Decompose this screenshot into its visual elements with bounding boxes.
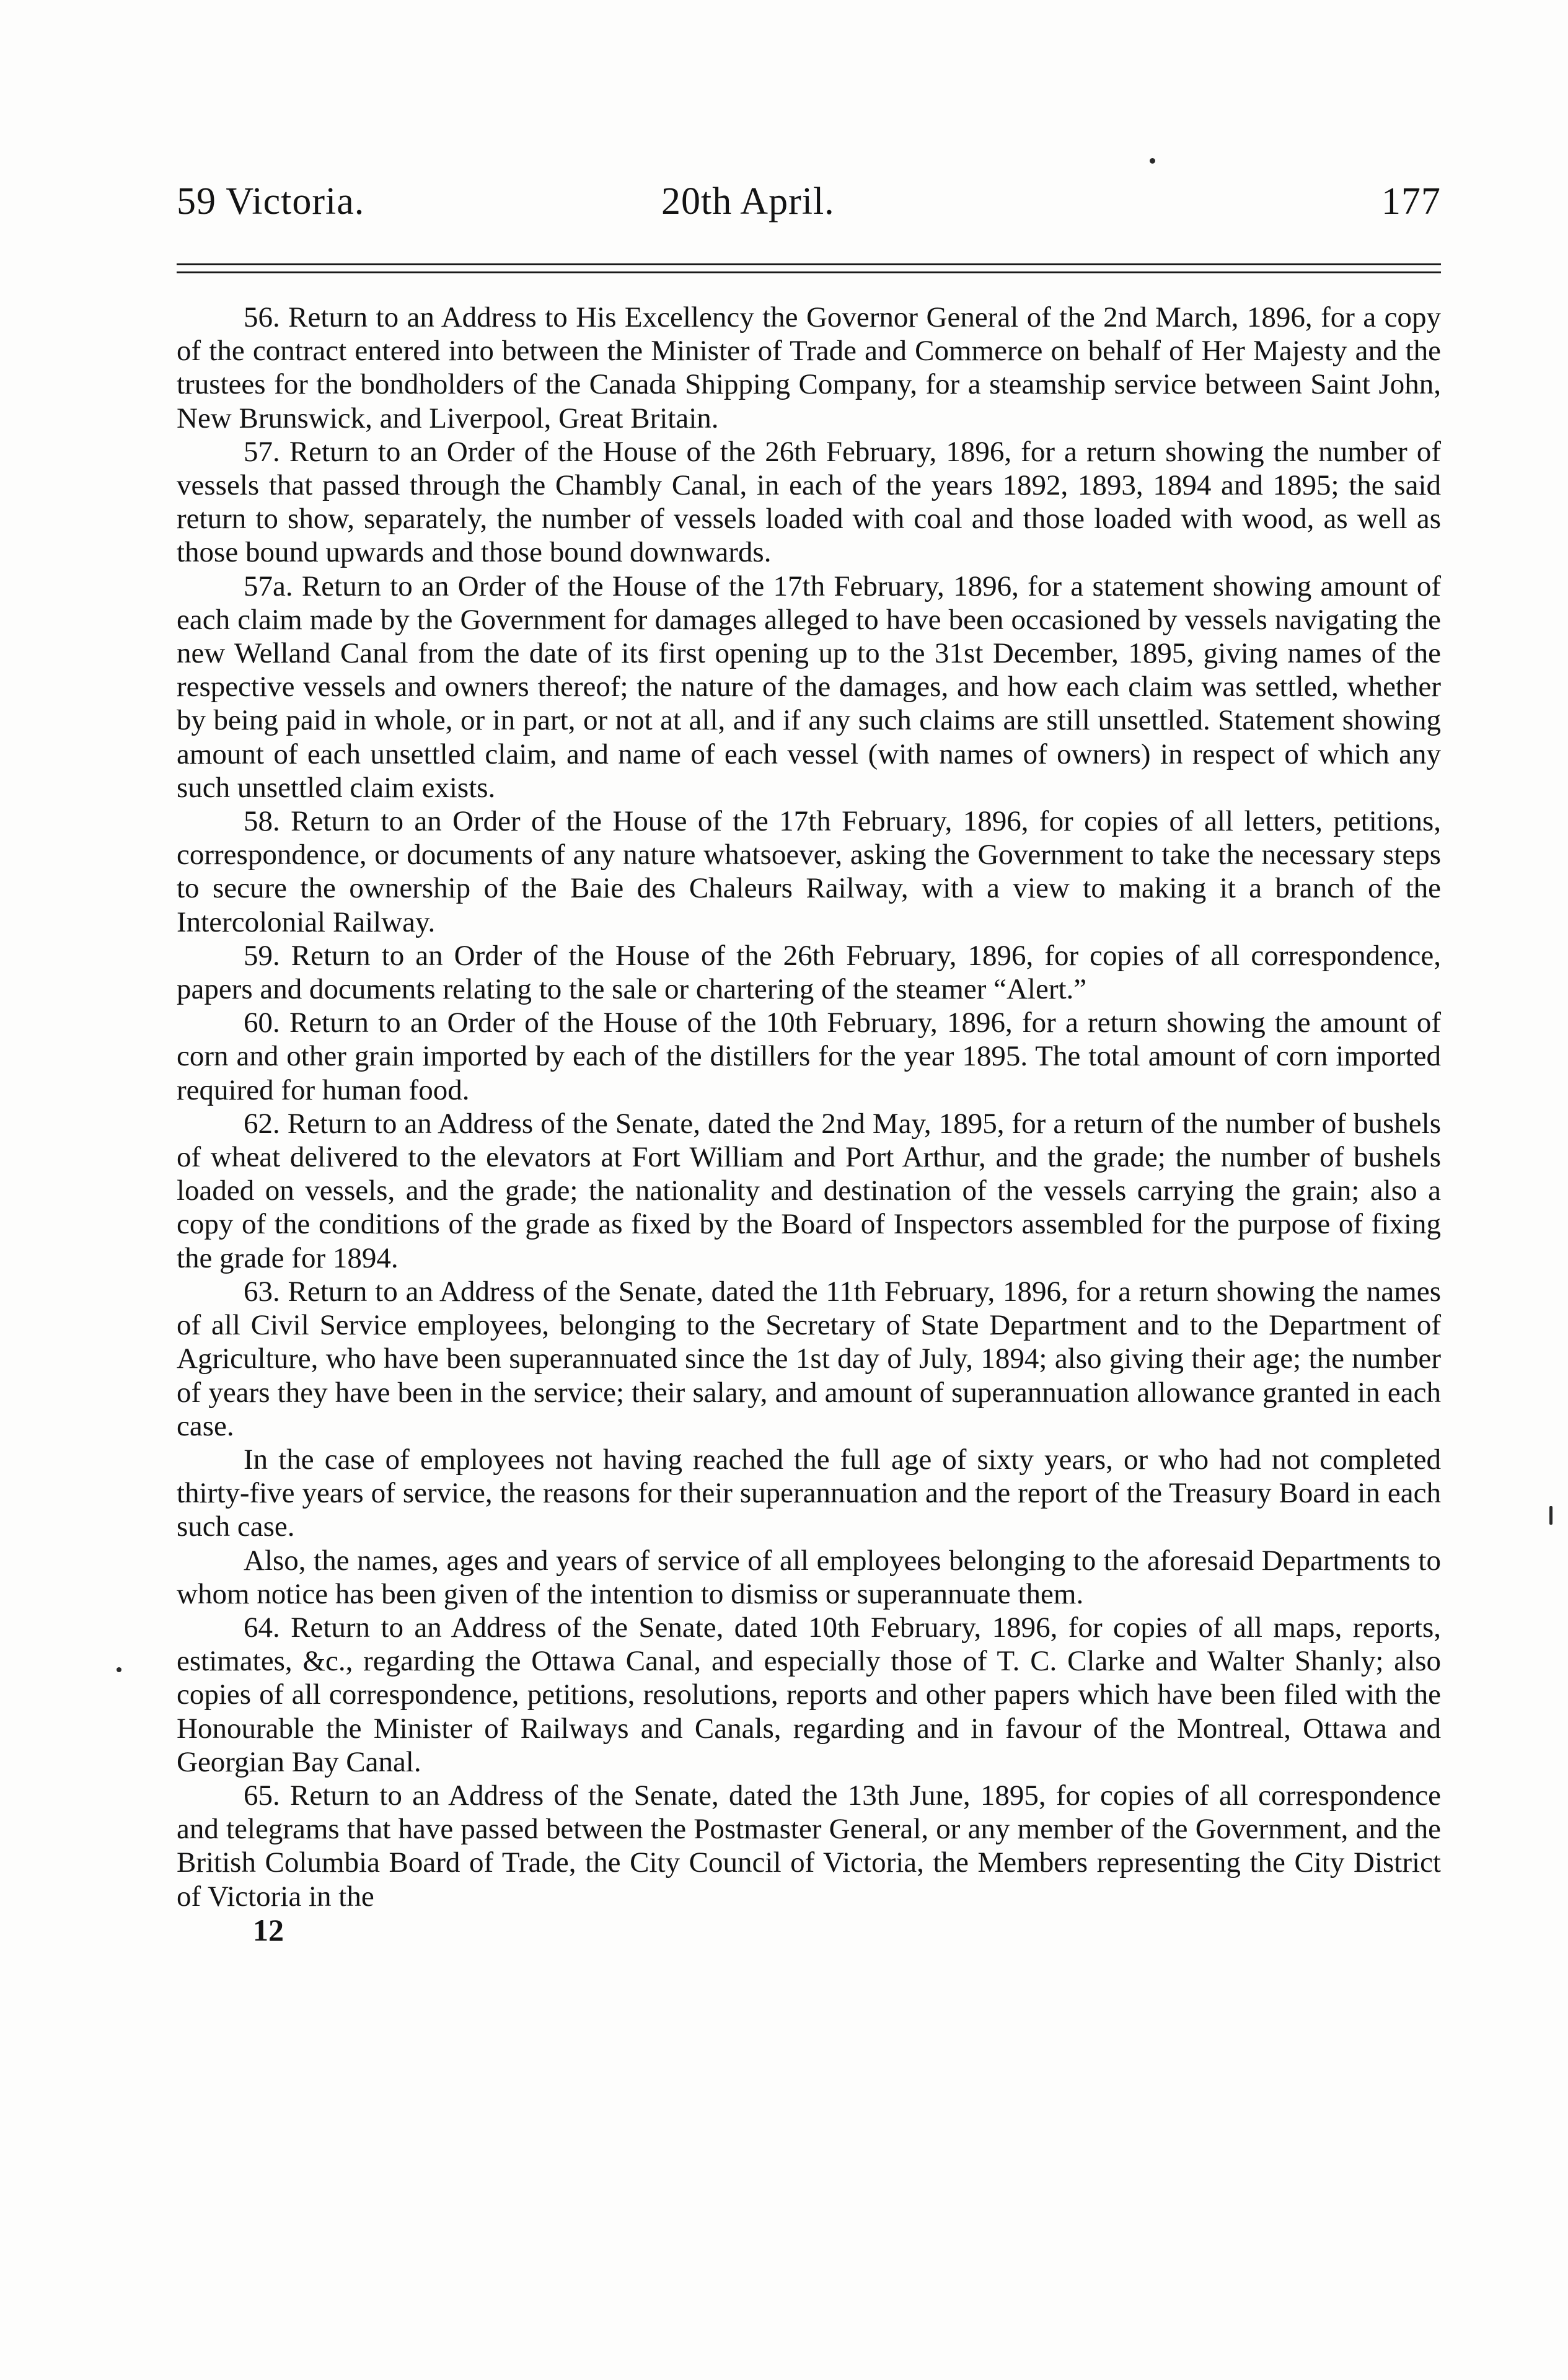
header-rule-top — [177, 263, 1441, 265]
header-rule-bottom — [177, 271, 1441, 273]
item-59: 59. Return to an Order of the House of the 26th February, 1896, for copies of all correspondence, papers and documents relating to the sale or chartering of the steamer “Alert.” — [177, 939, 1441, 1006]
ink-speck — [1150, 158, 1155, 164]
item-63-continuation-2: Also, the names, ages and years of service of all employees belonging to the aforesaid Departments to whom notice has been given of the intention to dismiss or superannuate them. — [177, 1544, 1441, 1610]
item-60: 60. Return to an Order of the House of the 10th February, 1896, for a return showing the amount of corn and other grain imported by each of the distillers for the year 1895. The total amount of corn imported required for human food. — [177, 1007, 1441, 1106]
signature-mark: 12 — [253, 1913, 284, 1947]
item-58: 58. Return to an Order of the House of the 17th February, 1896, for copies of all letters, petitions, correspondence, or documents of any nature whatsoever, asking the Government to take the necessary steps to secure the ownership of the Baie des Chaleurs Railway, with a view to making it a branch of the Intercolonial Railway. — [177, 805, 1441, 938]
item-63: 63. Return to an Address of the Senate, dated the 11th February, 1896, for a return showing the names of all Civil Service employees, belonging to the Secretary of State Department and to the Department of Agriculture, who have been superannuated since the 1st day of July, 1894; also giving their age; the number of years they have been in the service; their salary, and amount of superannuation allowance granted in each case. — [177, 1275, 1441, 1442]
item-64: 64. Return to an Address of the Senate, dated 10th February, 1896, for copies of all maps, reports, estimates, &c., regarding the Ottawa Canal, and especially those of T. C. Clarke and Walter Shanly; also copies of all correspondence, petitions, resolutions, reports and other papers which have been filed with the Honourable the Minister of Railways and Canals, regarding and in favour of the Montreal, Ottawa and Georgian Bay Canal. — [177, 1611, 1441, 1778]
item-57: 57. Return to an Order of the House of the 26th February, 1896, for a return showing the number of vessels that passed through the Chambly Canal, in each of the years 1892, 1893, 1894 and 1895; the said return to show, separately, the number of vessels loaded with coal and those loaded with wood, as well as those bound upwards and those bound downwards. — [177, 435, 1441, 569]
ink-speck — [117, 1667, 121, 1672]
item-57a: 57a. Return to an Order of the House of the 17th February, 1896, for a statement showing amount of each claim made by the Government for damages alleged to have been occasioned by vessels navigating the new Welland Canal from the date of its first opening up to the 31st December, 1895, giving names of the respective vessels and owners thereof; the nature of the damages, and how each claim was settled, whether by being paid in whole, or in part, or not at all, and if any such claims are still unsettled. Statement showing amount of each unsettled claim, and name of each vessel (with names of owners) in respect of which any such unsettled claim exists. — [177, 570, 1441, 804]
header-session: 59 Victoria. — [177, 180, 365, 223]
page-number: 177 — [1381, 180, 1441, 223]
body-text — [177, 301, 1441, 1913]
header-date: 20th April. — [661, 180, 835, 223]
item-62: 62. Return to an Address of the Senate, dated the 2nd May, 1895, for a return of the number of bushels of wheat delivered to the elevators at Fort William and Port Arthur, and the grade; the number of bushels loaded on vessels, and the grade; the nationality and destination of the vessels carrying the grain; also a copy of the conditions of the grade as fixed by the Board of Inspectors assembled for the purpose of fixing the grade for 1894. — [177, 1107, 1441, 1274]
ink-speck — [1549, 1506, 1553, 1525]
running-header — [177, 180, 1441, 229]
item-63-continuation-1: In the case of employees not having reached the full age of sixty years, or who had not completed thirty-five years of service, the reasons for their superannuation and the report of the Treasury Board in each such case. — [177, 1443, 1441, 1543]
item-65: 65. Return to an Address of the Senate, dated the 13th June, 1895, for copies of all correspondence and telegrams that have passed between the Postmaster General, or any member of the Government, and the British Columbia Board of Trade, the City Council of Victoria, the Members representing the City District of Victoria in the — [177, 1779, 1441, 1913]
item-56: 56. Return to an Address to His Excellency the Governor General of the 2nd March, 1896, for a copy of the contract entered into between the Minister of Trade and Commerce on behalf of Her Majesty and the trustees for the bondholders of the Canada Shipping Company, for a steamship service between Saint John, New Brunswick, and Liverpool, Great Britain. — [177, 301, 1441, 434]
